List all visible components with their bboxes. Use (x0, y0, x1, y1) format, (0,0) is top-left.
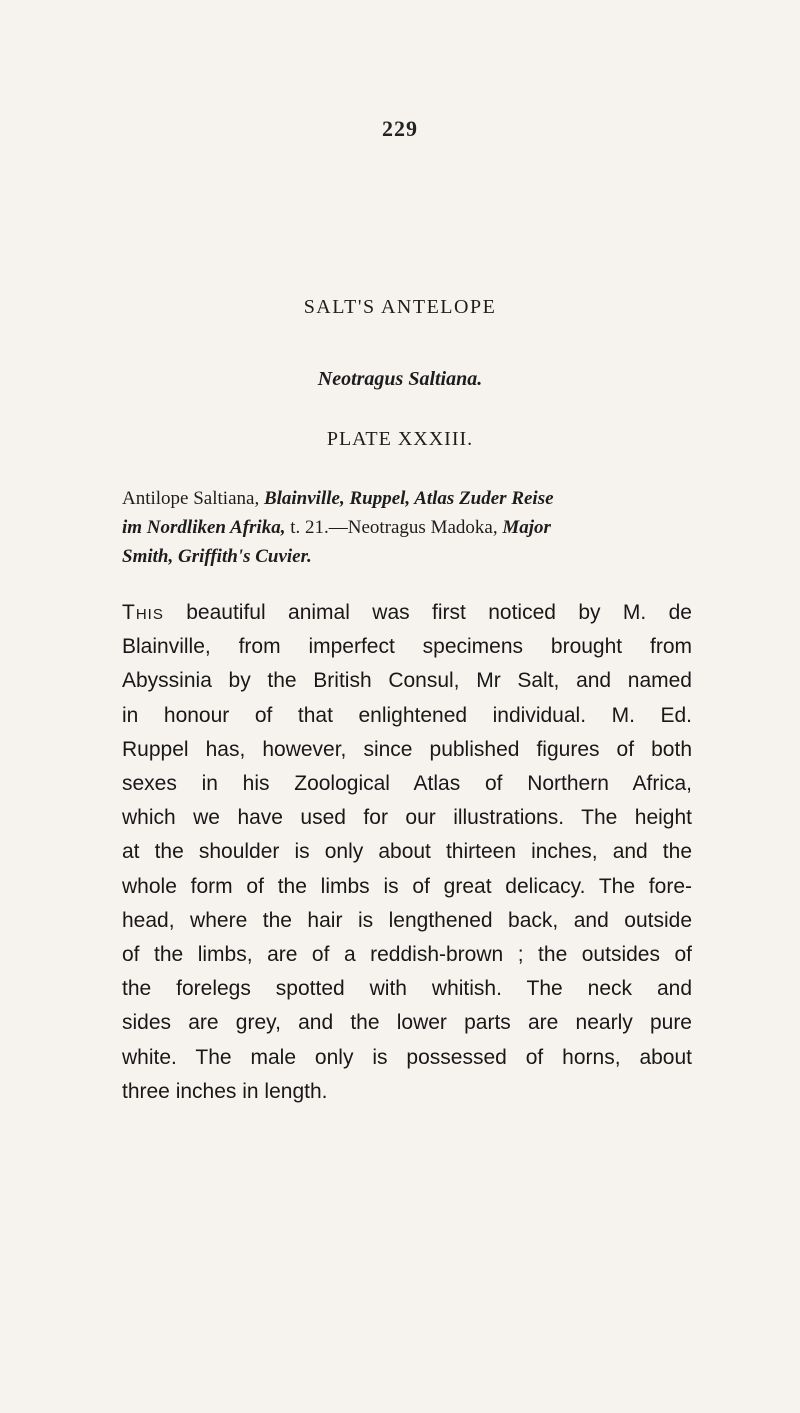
body-line: sides are grey, and the lower parts are nearly pure (122, 1011, 692, 1035)
body-line: Abyssinia by the British Consul, Mr Salt, and named (122, 669, 692, 693)
body-paragraph (122, 596, 692, 1109)
body-line: three inches in length. (122, 1079, 328, 1103)
body-line: which we have used for our illustrations. The height (122, 806, 692, 830)
synonymy-block (122, 484, 692, 571)
body-line: sexes in his Zoological Atlas of Northern Africa, (122, 772, 692, 796)
body-line: whole form of the limbs is of great delicacy. The fore- (122, 874, 692, 898)
synonymy-line (122, 513, 692, 542)
synonymy-line (122, 542, 692, 571)
body-line: Blainville, from imperfect specimens brought from (122, 635, 692, 659)
body-line: head, where the hair is lengthened back, and outside (122, 908, 692, 932)
synonymy-authority: Blainville, Ruppel, Atlas Zuder Reise (263, 488, 554, 509)
body-line (122, 596, 692, 630)
body-line: of the limbs, are of a reddish-brown ; the outsides of (122, 943, 692, 967)
synonymy-authority: Smith, Griffith's Cuvier. (122, 546, 312, 567)
body-line: the forelegs spotted with whitish. The neck and (122, 977, 692, 1001)
body-line-text: beautiful animal was first noticed by M. de (163, 601, 692, 624)
body-line: in honour of that enlightened individual. M. Ed. (122, 703, 692, 727)
page-number: 229 (382, 116, 418, 141)
page-title: SALT'S ANTELOPE (303, 296, 497, 318)
plate-label: PLATE XXXIII. (326, 428, 474, 450)
synonymy-authority: Major (502, 517, 551, 538)
synonymy-text: t. 21.—Neotragus Madoka, (285, 517, 503, 538)
body-line: at the shoulder is only about thirteen inches, and the (122, 840, 692, 864)
lead-word: This (122, 601, 164, 624)
body-line: white. The male only is possessed of horns, about (122, 1045, 692, 1069)
synonymy-line (122, 484, 692, 513)
synonymy-authority: im Nordliken Afrika, (122, 517, 286, 538)
synonymy-text: Antilope Saltiana, (122, 488, 264, 509)
scientific-name: Neotragus Saltiana. (317, 368, 483, 390)
body-line: Ruppel has, however, since published figures of both (122, 737, 692, 761)
